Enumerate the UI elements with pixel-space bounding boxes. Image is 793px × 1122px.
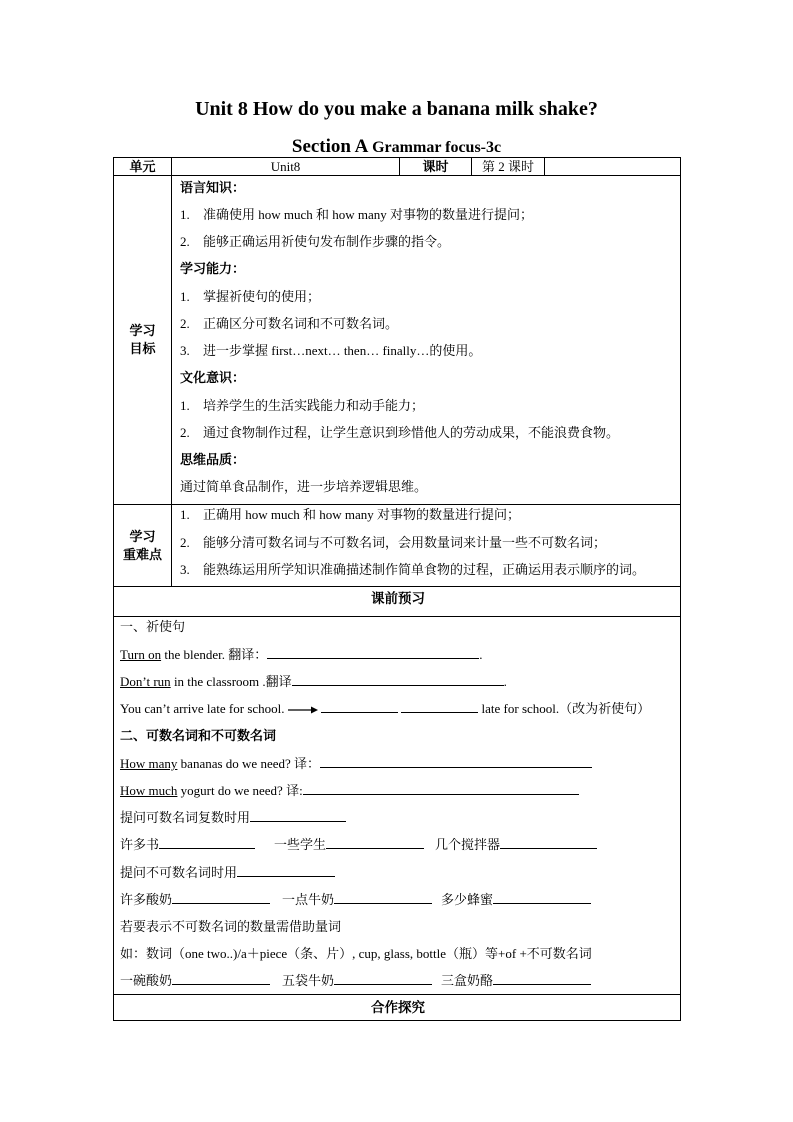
row-divider <box>114 504 680 505</box>
keypoints-label-1: 学习 <box>129 529 156 544</box>
exercise-text: 一碗酸奶 <box>120 973 173 988</box>
exercise-text: 许多书 <box>120 837 160 852</box>
exercise-text: in the classroom .翻译 <box>170 674 292 689</box>
exercise-line-9b <box>282 891 432 908</box>
thinking-heading: 思维品质： <box>180 452 246 467</box>
answer-blank[interactable] <box>500 836 597 849</box>
exercise-line-7c <box>435 836 597 853</box>
keypoint-item-3: 能熟练运用所学知识准确描述制作简单食物的过程，正确运用表示顺序的词。 <box>203 562 646 577</box>
exercise-line-9 <box>120 891 270 908</box>
answer-blank[interactable] <box>172 972 270 985</box>
exercise-line-10: 若要表示不可数名词的数量需借助量词 <box>120 919 342 934</box>
row-divider <box>114 994 680 995</box>
answer-blank[interactable] <box>320 755 592 768</box>
imperative-heading: 一、祈使句 <box>120 619 186 634</box>
answer-blank[interactable] <box>401 700 478 713</box>
exercise-line-9c <box>441 891 591 908</box>
exercise-line-7b <box>274 836 424 853</box>
exercise-text: 许多酸奶 <box>120 892 173 907</box>
exercise-line-11: 如：数词（one two..)/a＋piece（条、片）, cup, glass, bottle（瓶）等+of +不可数名词 <box>120 946 592 961</box>
col-divider <box>171 158 172 586</box>
culture-item-2: 通过食物制作过程，让学生意识到珍惜他人的劳动成果，不能浪费食物。 <box>203 425 620 440</box>
answer-blank[interactable] <box>321 700 398 713</box>
exercise-text: 提问不可数名词时用 <box>120 865 238 880</box>
answer-blank[interactable] <box>493 891 591 904</box>
culture-heading: 文化意识： <box>180 370 246 385</box>
answer-blank[interactable] <box>303 782 579 795</box>
num-label: 2. <box>180 234 190 249</box>
language-item-2: 能够正确运用祈使句发布制作步骤的指令。 <box>203 234 451 249</box>
exercise-text: 一点牛奶 <box>282 892 335 907</box>
exercise-text: . <box>503 674 507 689</box>
row-divider <box>114 616 680 617</box>
ability-item-2: 正确区分可数名词和不可数名词。 <box>203 316 399 331</box>
exercise-text: 一些学生 <box>274 837 327 852</box>
right-arrow-icon <box>288 705 318 715</box>
thinking-text: 通过简单食品制作，进一步培养逻辑思维。 <box>180 479 428 494</box>
exercise-text: 三盒奶酪 <box>441 973 494 988</box>
answer-blank[interactable] <box>237 864 335 877</box>
num-label: 3. <box>180 562 190 577</box>
preview-heading: 课前预习 <box>371 591 425 606</box>
keypoints-label-2: 重难点 <box>122 547 162 562</box>
num-label: 1. <box>180 207 190 222</box>
unit-value: Unit8 <box>270 159 301 174</box>
document-subtitle <box>0 135 793 159</box>
exercise-text: bananas do we need? 译： <box>177 756 321 771</box>
exercise-text: 提问可数名词复数时用 <box>120 810 251 825</box>
language-heading: 语言知识： <box>180 180 246 195</box>
underlined-phrase: Turn on <box>120 647 162 662</box>
answer-blank[interactable] <box>172 891 270 904</box>
exercise-line-6 <box>120 809 346 826</box>
underlined-phrase: Don’t run <box>120 674 171 689</box>
exercise-line-7 <box>120 836 255 853</box>
exercise-text: 多少蜂蜜 <box>441 892 494 907</box>
answer-blank[interactable] <box>250 809 346 822</box>
answer-blank[interactable] <box>334 891 432 904</box>
answer-blank[interactable] <box>493 972 591 985</box>
exercise-line-3 <box>120 700 650 717</box>
exercise-text: yogurt do we need? 译: <box>177 783 303 798</box>
num-label: 2. <box>180 316 190 331</box>
language-item-1: 准确使用 how much 和 how many 对事物的数量进行提问； <box>203 207 534 222</box>
row-divider <box>114 586 680 587</box>
period-value: 第 2 课时 <box>481 159 534 174</box>
num-label: 1. <box>180 289 190 304</box>
objectives-label-1: 学习 <box>129 323 156 338</box>
document-title: Unit 8 How do you make a banana milk shake? <box>195 98 598 120</box>
exercise-text: the blender. 翻译： <box>161 647 268 662</box>
num-label: 3. <box>180 343 190 358</box>
cooperation-heading: 合作探究 <box>371 1000 425 1015</box>
num-label: 1. <box>180 507 190 522</box>
answer-blank[interactable] <box>334 972 432 985</box>
exercise-text: 五袋牛奶 <box>282 973 335 988</box>
exercise-line-5 <box>120 782 579 799</box>
exercise-line-8 <box>120 864 335 881</box>
lesson-plan-table <box>113 157 681 1021</box>
num-label: 1. <box>180 398 190 413</box>
objectives-label-2: 目标 <box>129 341 156 356</box>
period-label: 课时 <box>422 159 449 174</box>
exercise-text: . <box>479 647 483 662</box>
exercise-note: （改为祈使句） <box>559 701 651 716</box>
exercise-line-2 <box>120 673 507 690</box>
subtitle-topic: Grammar focus-3c <box>372 139 502 156</box>
row-divider <box>114 175 680 176</box>
culture-item-1: 培养学生的生活实践能力和动手能力； <box>203 398 425 413</box>
keypoint-item-2: 能够分清可数名词与不可数名词，会用数量词来计量一些不可数名词； <box>203 535 607 550</box>
exercise-text: You can’t arrive late for school. <box>120 701 285 716</box>
answer-blank[interactable] <box>159 836 255 849</box>
num-label: 2. <box>180 535 190 550</box>
answer-blank[interactable] <box>267 646 479 659</box>
subtitle-section: Section A <box>291 136 373 157</box>
ability-item-1: 掌握祈使句的使用； <box>203 289 321 304</box>
answer-blank[interactable] <box>292 673 504 686</box>
answer-blank[interactable] <box>326 836 424 849</box>
underlined-phrase: How many <box>120 756 178 771</box>
exercise-text: late for school. <box>478 701 560 716</box>
ability-item-3: 进一步掌握 first…next… then… finally…的使用。 <box>203 343 482 358</box>
exercise-line-1 <box>120 646 482 663</box>
exercise-line-4 <box>120 755 592 772</box>
underlined-phrase: How much <box>120 783 178 798</box>
exercise-text: 几个搅拌器 <box>435 837 501 852</box>
unit-label: 单元 <box>129 159 156 174</box>
col-divider <box>544 158 545 175</box>
ability-heading: 学习能力： <box>180 261 246 276</box>
exercise-line-12 <box>120 972 270 989</box>
nouns-heading: 二、可数名词和不可数名词 <box>120 728 277 743</box>
keypoint-item-1: 正确用 how much 和 how many 对事物的数量进行提问； <box>203 507 521 522</box>
num-label: 2. <box>180 425 190 440</box>
exercise-line-12b <box>282 972 432 989</box>
exercise-line-12c <box>441 972 591 989</box>
